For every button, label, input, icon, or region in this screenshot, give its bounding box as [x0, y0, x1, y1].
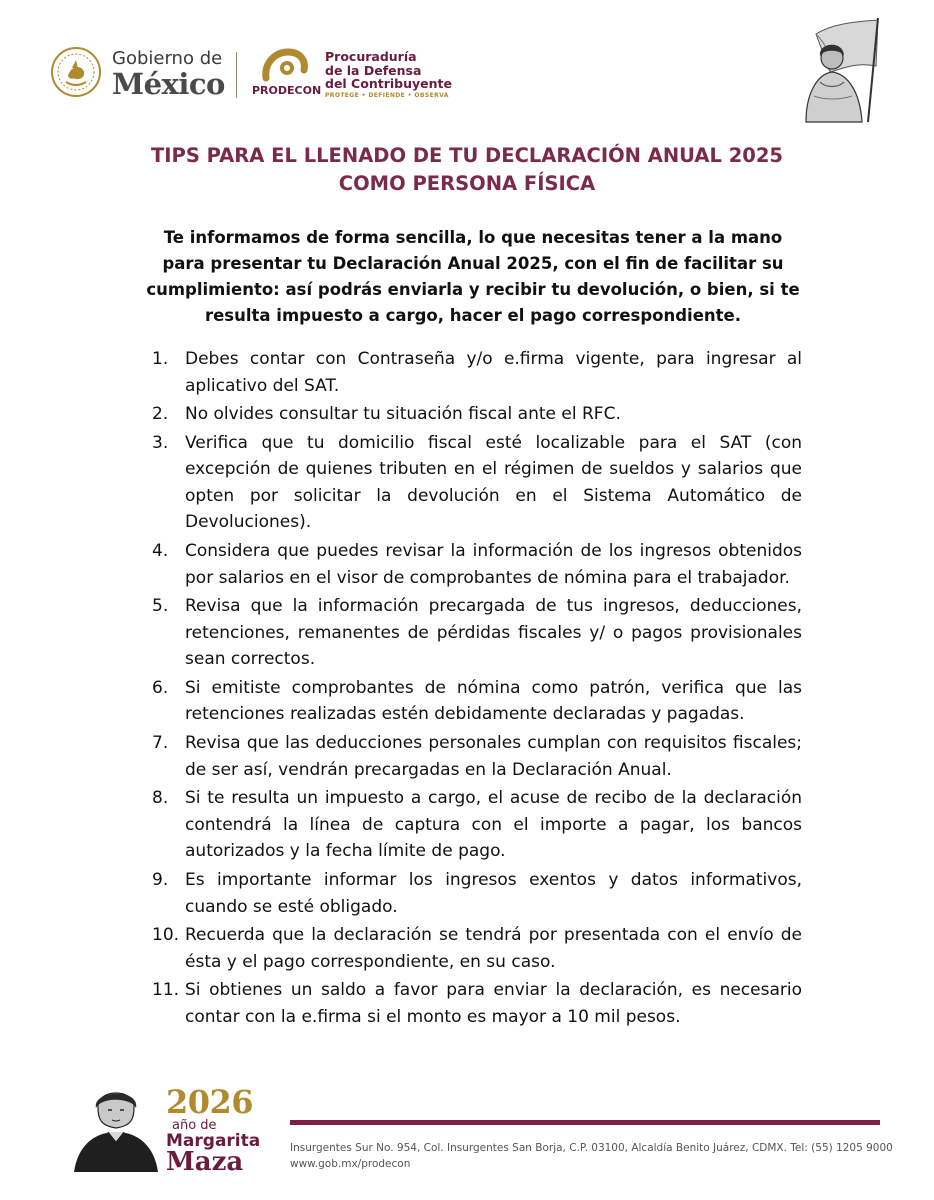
prodecon-line-3: del Contribuyente	[325, 76, 452, 91]
list-item	[152, 593, 802, 673]
page-title	[0, 142, 934, 198]
gobierno-small-label: Gobierno de	[112, 48, 223, 69]
gobierno-big-label: México	[112, 67, 225, 101]
prodecon-line-2: de la Defensa	[325, 62, 422, 78]
item-number: 2.	[152, 404, 169, 425]
item-number: 7.	[152, 733, 169, 754]
year-name-last: Maza	[166, 1147, 244, 1177]
item-number: 10.	[152, 925, 180, 946]
title-line-2: COMO PERSONA FÍSICA	[338, 172, 596, 195]
title-line-1: TIPS PARA EL LLENADO DE TU DECLARACIÓN ANUAL 2025	[151, 144, 783, 167]
item-text: Revisa que las deducciones personales cumplan con requisitos fiscales; de ser así, vendrán precargadas en la Declaración Anual.	[185, 733, 802, 780]
item-text: Si obtienes un saldo a favor para enviar la declaración, es necesario contar con la e.firma si el monto es mayor a 10 mil pesos.	[185, 980, 802, 1027]
year-name-first: Margarita	[166, 1131, 261, 1151]
year-subtitle: año de	[172, 1118, 217, 1133]
tips-list	[152, 346, 802, 1033]
item-number: 5.	[152, 596, 169, 617]
item-number: 11.	[152, 980, 180, 1001]
prodecon-logo	[252, 48, 322, 100]
list-item	[152, 346, 802, 399]
margarita-maza-portrait	[68, 1080, 164, 1172]
item-number: 6.	[152, 677, 169, 698]
list-item	[152, 730, 802, 783]
item-number: 8.	[152, 788, 169, 809]
intro-paragraph: Te informamos de forma sencilla, lo que necesitas tener a la mano para presentar tu Declaración Anual 2025, con el fin de facilitar su cumplimiento: así podrás enviarla y recibir tu devolución, o bien, si te resulta impuesto a cargo, hacer el pago correspondiente.	[146, 228, 800, 325]
year-badge	[166, 1083, 261, 1177]
prodecon-tagline: PROTEGE • DEFIENDE • OBSERVA	[325, 91, 449, 99]
item-number: 4.	[152, 541, 169, 562]
year-number: 2026	[166, 1083, 254, 1121]
item-text: No olvides consultar tu situación fiscal ante el RFC.	[185, 404, 621, 425]
item-text: Recuerda que la declaración se tendrá por presentada con el envío de ésta y el pago correspondiente, en su caso.	[185, 925, 802, 972]
prodecon-name	[325, 50, 452, 99]
list-item	[152, 430, 802, 536]
list-item	[152, 538, 802, 591]
item-text: Es importante informar los ingresos exentos y datos informativos, cuando se esté obligado.	[185, 870, 802, 917]
gobierno-de-mexico-logo	[112, 50, 225, 99]
list-item	[152, 675, 802, 728]
item-text: Si emitiste comprobantes de nómina como patrón, verifica que las retenciones realizadas estén debidamente declaradas y pagadas.	[185, 677, 802, 725]
item-text: Debes contar con Contraseña y/o e.firma vigente, para ingresar al aplicativo del SAT.	[185, 349, 802, 396]
item-text: Considera que puedes revisar la información de los ingresos obtenidos por salarios en el visor de comprobantes de nómina para el trabajador.	[185, 541, 802, 588]
page-header	[0, 0, 934, 130]
item-text: Verifica que tu domicilio fiscal esté localizable para el SAT (con excepción de quienes tributen en el régimen de sueldos y salarios que opten por solicitar la devolución en el Sistema Automático de Devoluciones).	[185, 432, 802, 533]
footer-address: Insurgentes Sur No. 954, Col. Insurgentes San Borja, C.P. 03100, Alcaldía Benito Juárez, CDMX. Tel: (55) 1205 9000	[290, 1142, 893, 1154]
coat-of-arms-icon	[50, 46, 102, 98]
footer-website: www.gob.mx/prodecon	[290, 1158, 411, 1170]
item-number: 9.	[152, 870, 169, 890]
list-item	[152, 785, 802, 865]
prodecon-logo-icon	[260, 48, 310, 82]
list-item	[152, 922, 802, 975]
flag-heroine-illustration	[780, 16, 884, 124]
list-item	[152, 401, 802, 428]
list-item	[152, 977, 802, 1030]
item-number: 1.	[152, 349, 169, 369]
item-text: Revisa que la información precargada de tus ingresos, deducciones, retenciones, remanentes de pérdidas fiscales y/ o pagos provisionales sean correctos.	[185, 596, 802, 670]
item-number: 3.	[152, 432, 169, 453]
logo-divider	[236, 52, 237, 98]
footer-divider	[290, 1120, 880, 1125]
prodecon-line-1: Procuraduría	[325, 49, 417, 64]
item-text: Si te resulta un impuesto a cargo, el acuse de recibo de la declaración contendrá la línea de captura con el importe a pagar, los bancos autorizados y la fecha límite de pago.	[185, 788, 802, 862]
prodecon-wordmark: PRODECON	[252, 84, 322, 97]
list-item	[152, 867, 802, 920]
